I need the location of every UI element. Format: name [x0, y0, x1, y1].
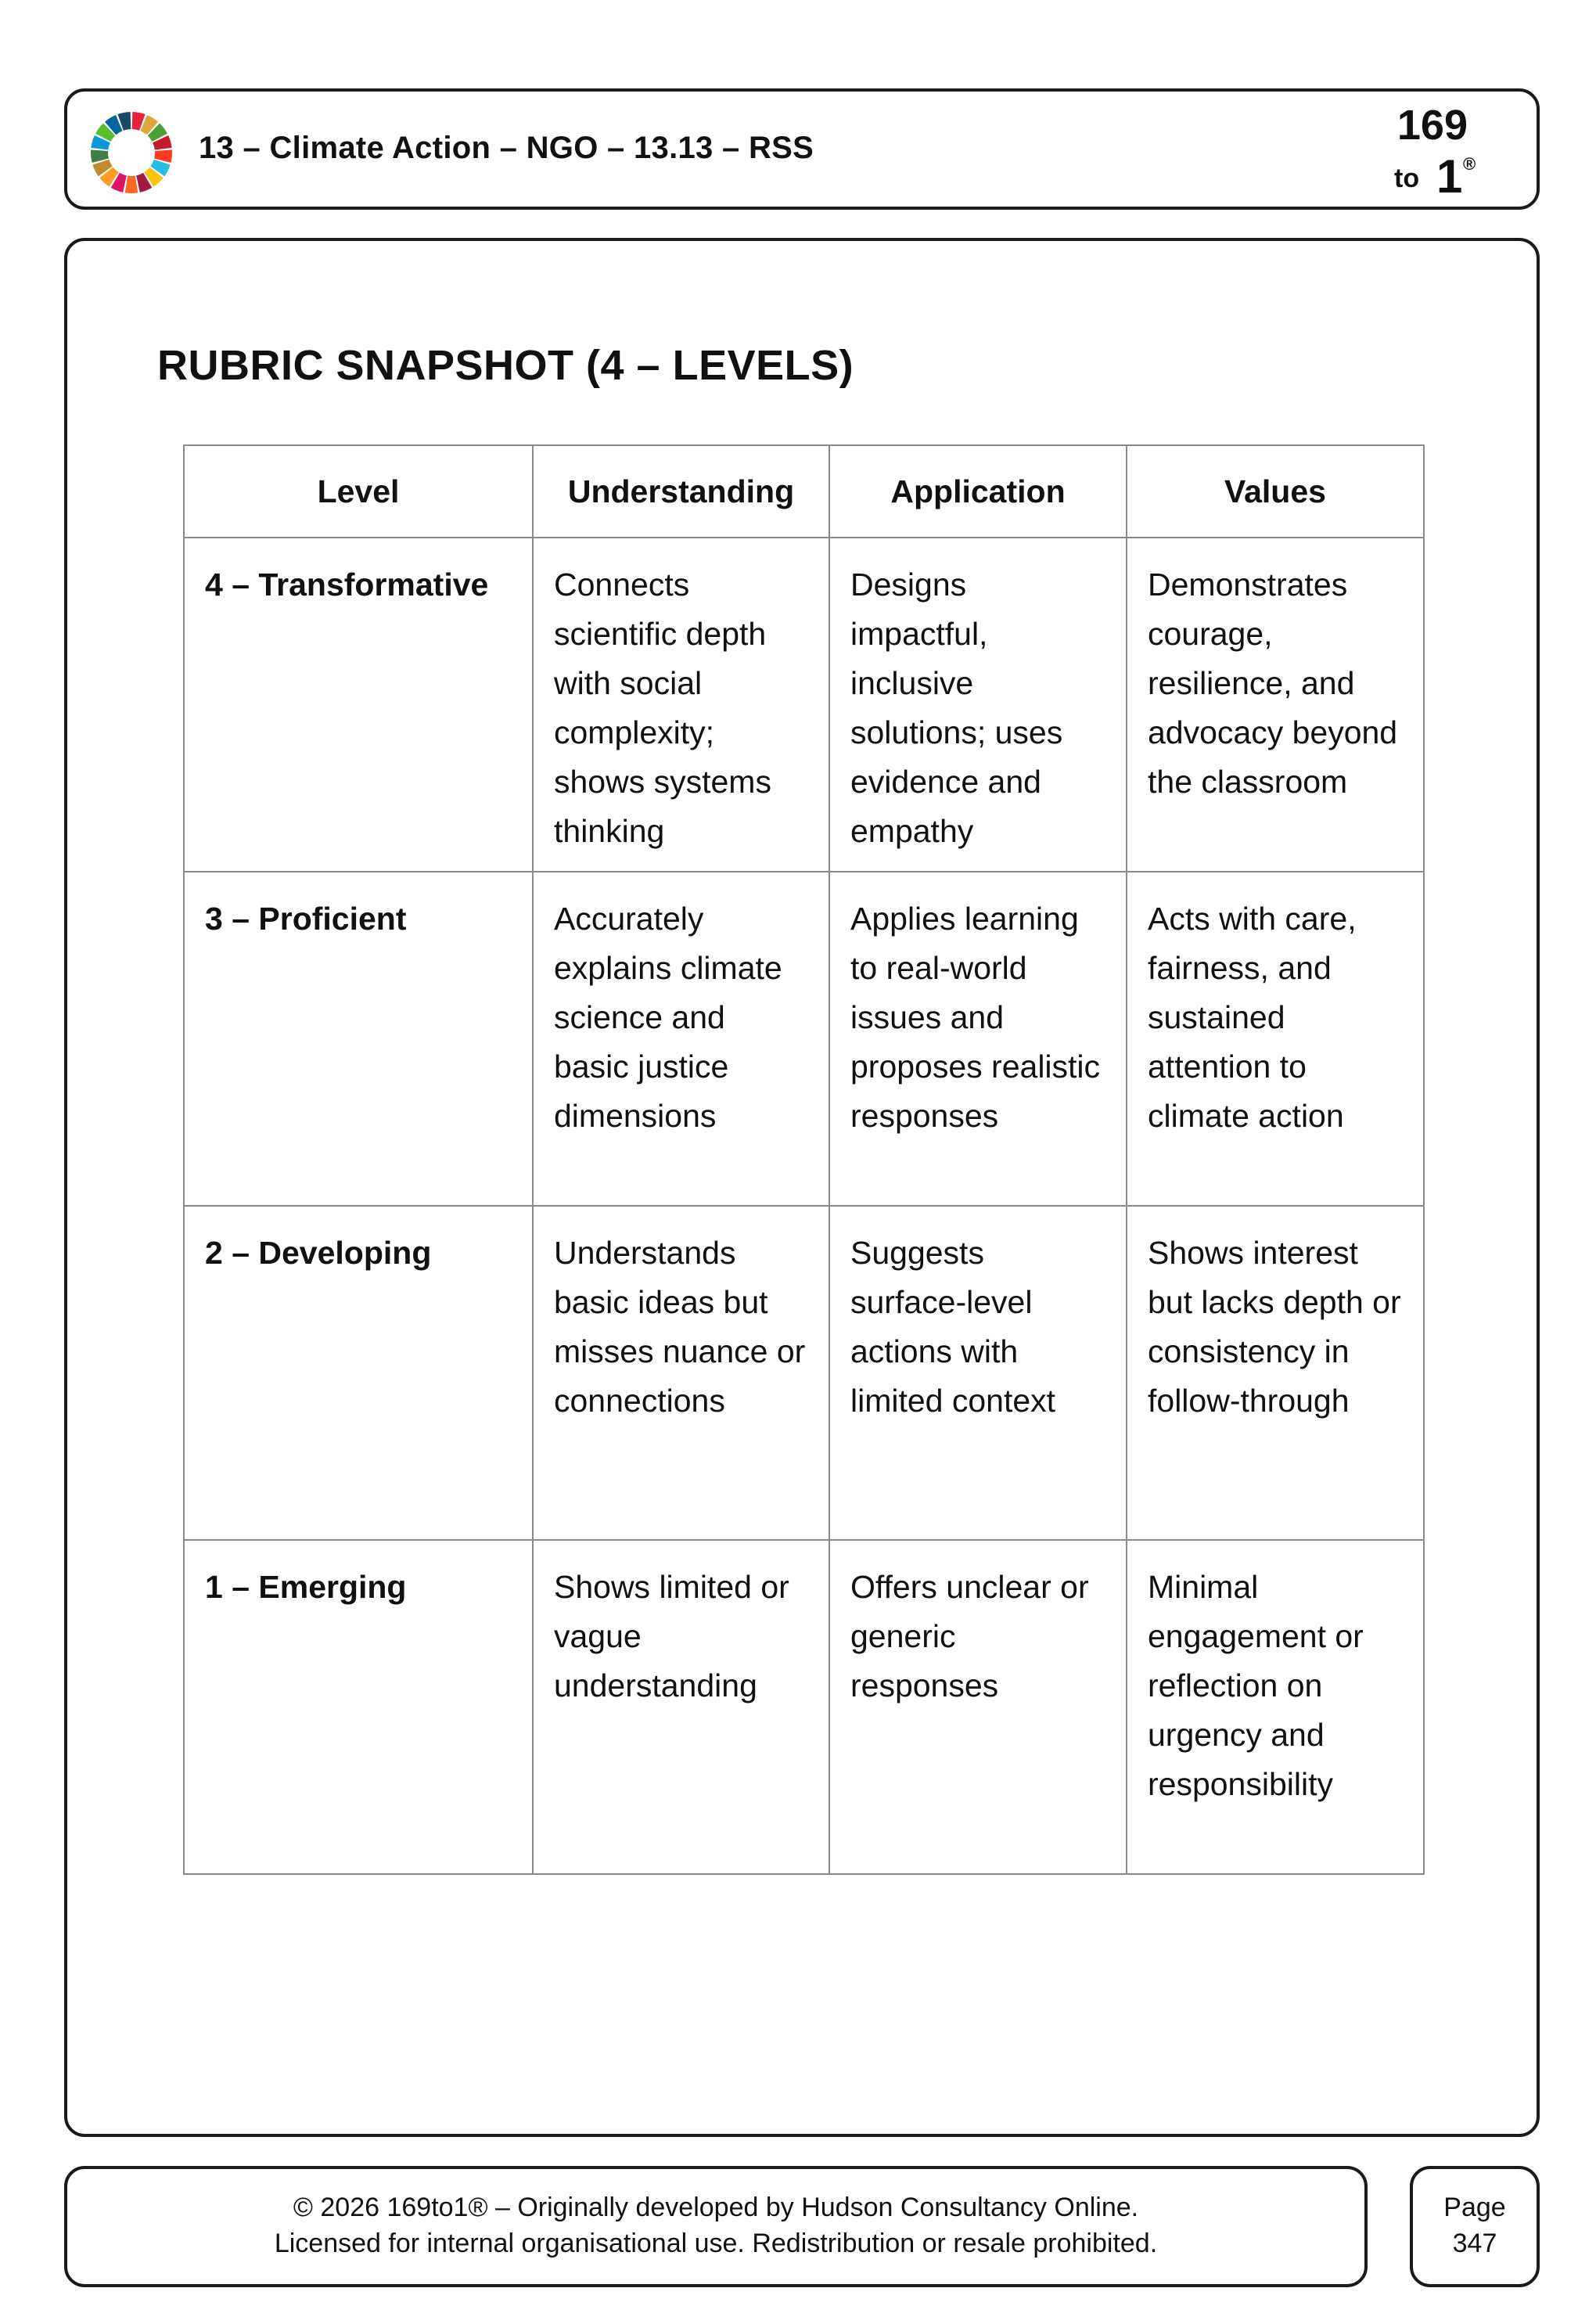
- brand-to: to: [1394, 164, 1420, 193]
- understanding-cell: Connects scientific depth with social complexity; shows systems thinking: [533, 538, 829, 872]
- table-row: [184, 538, 1424, 872]
- brand-mark: [1372, 98, 1490, 207]
- page-number-box: [1410, 2166, 1540, 2287]
- column-header-application: Application: [829, 445, 1127, 538]
- values-cell: Shows interest but lacks depth or consistency in follow-through: [1127, 1206, 1424, 1540]
- table-header-row: [184, 445, 1424, 538]
- brand-one: 1: [1436, 150, 1463, 203]
- application-cell: Applies learning to real-world issues and proposes realistic responses: [829, 872, 1127, 1206]
- column-header-values: Values: [1127, 445, 1424, 538]
- application-cell: Designs impactful, inclusive solutions; uses evidence and empathy: [829, 538, 1127, 872]
- column-header-level: Level: [184, 445, 533, 538]
- level-cell: 3 – Proficient: [184, 872, 533, 1206]
- brand-number: 169: [1396, 102, 1468, 149]
- footer-bar: [64, 2166, 1368, 2287]
- document-title: 13 – Climate Action – NGO – 13.13 – RSS: [199, 131, 814, 165]
- brand-registered: ®: [1463, 154, 1476, 174]
- page-number: 347: [1452, 2229, 1497, 2258]
- content-panel: [64, 238, 1540, 2137]
- sdg-wheel-logo: [89, 110, 174, 195]
- level-cell: 2 – Developing: [184, 1206, 533, 1540]
- rubric-table: [183, 444, 1425, 1875]
- section-title: RUBRIC SNAPSHOT (4 – LEVELS): [157, 342, 854, 389]
- values-cell: Acts with care, fairness, and sustained attention to climate action: [1127, 872, 1424, 1206]
- logo-segment: [125, 176, 138, 193]
- table-row: [184, 872, 1424, 1206]
- application-cell: Suggests surface-level actions with limited context: [829, 1206, 1127, 1540]
- values-cell: Demonstrates courage, resilience, and advocacy beyond the classroom: [1127, 538, 1424, 872]
- understanding-cell: Understands basic ideas but misses nuance or connections: [533, 1206, 829, 1540]
- understanding-cell: Shows limited or vague understanding: [533, 1540, 829, 1874]
- license-line: Licensed for internal organisational use. Redistribution or resale prohibited.: [274, 2229, 1158, 2258]
- application-cell: Offers unclear or generic responses: [829, 1540, 1127, 1874]
- copyright-notice: [67, 2189, 1364, 2261]
- column-header-understanding: Understanding: [533, 445, 829, 538]
- level-cell: 4 – Transformative: [184, 538, 533, 872]
- level-cell: 1 – Emerging: [184, 1540, 533, 1874]
- values-cell: Minimal engagement or reflection on urgency and responsibility: [1127, 1540, 1424, 1874]
- table-row: [184, 1540, 1424, 1874]
- page-label: Page: [1443, 2193, 1506, 2222]
- copyright-line: © 2026 169to1® – Originally developed by Hudson Consultancy Online.: [293, 2193, 1139, 2222]
- table-row: [184, 1206, 1424, 1540]
- header-bar: [64, 88, 1540, 210]
- understanding-cell: Accurately explains climate science and basic justice dimensions: [533, 872, 829, 1206]
